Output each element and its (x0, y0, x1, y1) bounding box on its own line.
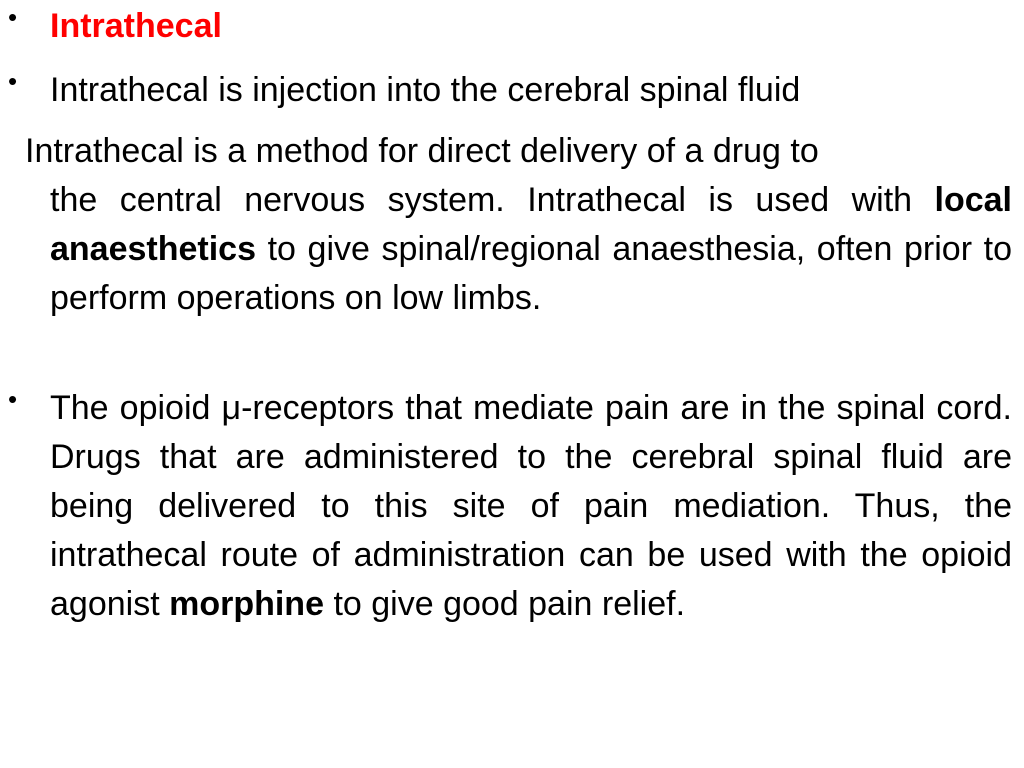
paragraph-text: to give good pain relief. (324, 585, 686, 623)
paragraph-text: The opioid μ-receptors that mediate pain are in the spinal cord. Drugs that are administered to the cerebral spinal fluid are being delivered to this site of pain mediation. Thus, the intrathecal route of administration can be used with the opioid agonist (50, 389, 1012, 623)
paragraph-text: the central nervous system. Intrathecal is used with (50, 181, 935, 219)
paragraph-local-anaesthetics (50, 176, 1012, 323)
paragraph-first-line: Intrathecal is a method for direct delivery of a drug to (25, 132, 819, 170)
bullet-marker: • (8, 2, 18, 32)
bullet-text-opioid (50, 384, 1012, 629)
slide-title: Intrathecal (50, 7, 222, 45)
bold-term-local-anaesthetics: local anaesthetics (50, 181, 1012, 268)
bullet-marker: • (8, 384, 18, 414)
paragraph-text: to give spinal/regional anaesthesia, often prior to perform operations on low limbs. (50, 230, 1012, 317)
bullet-marker: • (8, 66, 18, 96)
bold-term-morphine: morphine (169, 585, 324, 623)
bullet-text-injection: Intrathecal is injection into the cerebral spinal fluid (50, 71, 801, 109)
